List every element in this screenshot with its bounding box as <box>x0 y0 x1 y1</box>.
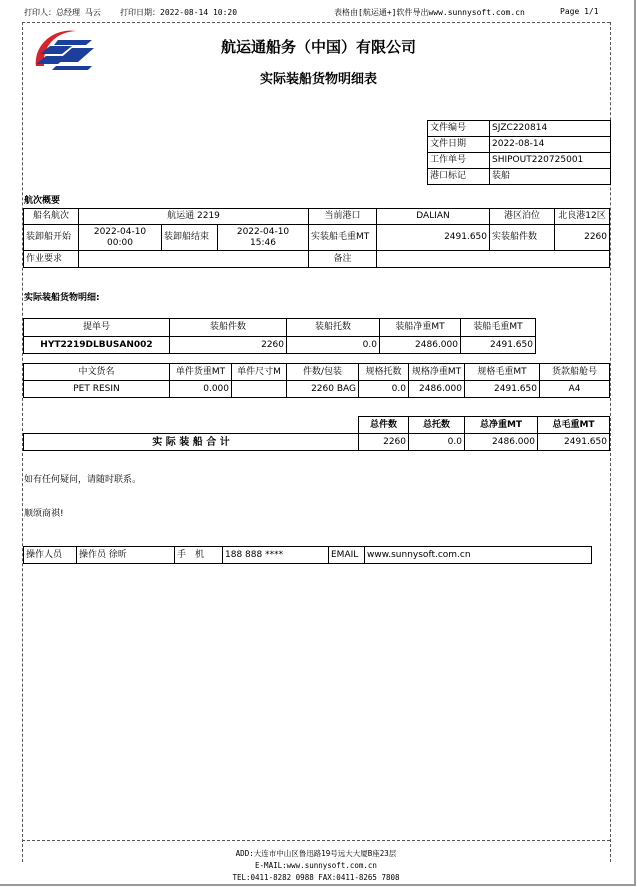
operator-label: 操作人员 <box>24 547 77 564</box>
cargo-pallets: 0.0 <box>359 381 409 398</box>
bl-number: HYT2219DLBUSAN002 <box>24 337 170 354</box>
end-date: 2022-04-10 <box>236 226 290 237</box>
footer-tel: TEL:0411-8282 0988 FAX:0411-8265 7808 <box>232 873 400 882</box>
bl-pallets: 0.0 <box>287 337 380 354</box>
cargo-header-name: 中文货名 <box>24 364 170 381</box>
cargo-unit-weight: 0.000 <box>170 381 232 398</box>
totals-table <box>23 416 610 451</box>
page-number: Page 1/1 <box>560 7 599 16</box>
start-date: 2022-04-10 <box>93 226 147 237</box>
cargo-table <box>23 363 610 398</box>
email-value: www.sunnysoft.com.cn <box>365 547 592 564</box>
cargo-header-unit-weight: 单件货重MT <box>170 364 232 381</box>
detail-section-title: 实际装船货物明细: <box>24 293 100 303</box>
pieces-label: 实装船件数 <box>490 225 555 251</box>
totals-header-pallets: 总托数 <box>409 417 465 434</box>
file-no-value: SJZC220814 <box>490 121 611 137</box>
note-regards: 顺颂商祺! <box>24 509 64 519</box>
bottom-dashed-line <box>22 840 610 841</box>
totals-pallets: 0.0 <box>409 434 465 451</box>
cargo-hold: A4 <box>540 381 610 398</box>
totals-header-gross: 总毛重MT <box>538 417 610 434</box>
end-time: 15:46 <box>250 237 276 248</box>
bl-header-pallets: 装船托数 <box>287 319 380 337</box>
totals-blank-cell <box>24 417 359 434</box>
current-port-value: DALIAN <box>377 209 490 225</box>
totals-label: 实 际 装 船 合 计 <box>24 434 359 451</box>
file-info-table <box>427 120 611 185</box>
bl-net: 2486.000 <box>380 337 461 354</box>
file-date-label: 文件日期 <box>428 137 490 153</box>
end-datetime <box>218 225 309 251</box>
phone-label: 手 机 <box>175 547 223 564</box>
cargo-header-unit-size: 单件尺寸M <box>232 364 287 381</box>
contact-table <box>23 546 592 564</box>
cargo-gross: 2491.650 <box>465 381 540 398</box>
totals-header-net: 总净重MT <box>465 417 538 434</box>
bl-header-gross: 装船毛重MT <box>461 319 536 337</box>
cargo-header-pallets: 规格托数 <box>359 364 409 381</box>
start-time: 00:00 <box>107 237 133 248</box>
file-date-value: 2022-08-14 <box>490 137 611 153</box>
start-datetime <box>79 225 162 251</box>
totals-header-pieces: 总件数 <box>359 417 409 434</box>
voyage-summary-table <box>23 208 610 268</box>
ship-voyage-label: 船名航次 <box>24 209 79 225</box>
requirement-label: 作业要求 <box>24 251 79 268</box>
email-label: EMAIL <box>329 547 365 564</box>
cargo-packing: 2260 BAG <box>287 381 359 398</box>
end-label: 装卸船结束 <box>162 225 218 251</box>
current-port-label: 当前港口 <box>309 209 377 225</box>
requirement-value <box>79 251 309 268</box>
cargo-header-gross: 规格毛重MT <box>465 364 540 381</box>
top-dashed-line <box>22 22 610 23</box>
cargo-header-packing: 件数/包装 <box>287 364 359 381</box>
cargo-name: PET RESIN <box>24 381 170 398</box>
footer-address: ADD:大连市中山区鲁迅路19号远大大厦B座23层 <box>235 849 397 858</box>
cargo-header-hold: 货款船舱号 <box>540 364 610 381</box>
voyage-section-title: 航次概要 <box>24 196 61 206</box>
gross-weight-value: 2491.650 <box>377 225 490 251</box>
ship-voyage-value: 航运通 2219 <box>79 209 309 225</box>
remark-label: 备注 <box>309 251 377 268</box>
bl-header-no: 提单号 <box>24 319 170 337</box>
bl-pieces: 2260 <box>170 337 287 354</box>
note-contact: 如有任何疑问，请随时联系。 <box>24 475 142 485</box>
cargo-header-net: 规格净重MT <box>409 364 465 381</box>
port-mark-value: 装船 <box>490 169 611 185</box>
gross-weight-label: 实装船毛重MT <box>309 225 377 251</box>
totals-pieces: 2260 <box>359 434 409 451</box>
bl-table <box>23 318 536 354</box>
company-name: 航运通船务（中国）有限公司 <box>220 38 416 56</box>
job-no-value: SHIPOUT220725001 <box>490 153 611 169</box>
berth-label: 港区泊位 <box>490 209 555 225</box>
job-no-label: 工作单号 <box>428 153 490 169</box>
totals-net: 2486.000 <box>465 434 538 451</box>
cargo-unit-size <box>232 381 287 398</box>
bl-gross: 2491.650 <box>461 337 536 354</box>
operator-value: 操作员 徐昕 <box>77 547 175 564</box>
printer-label: 打印人：总经理 马云 <box>24 8 101 17</box>
pieces-value: 2260 <box>555 225 610 251</box>
remark-value <box>377 251 610 268</box>
bl-header-pieces: 装船件数 <box>170 319 287 337</box>
berth-value: 北良港12区 <box>555 209 610 225</box>
bl-header-net: 装船净重MT <box>380 319 461 337</box>
start-label: 装卸船开始 <box>24 225 79 251</box>
totals-gross: 2491.650 <box>538 434 610 451</box>
generated-by: 表格由[航运通+]软件导出www.sunnysoft.com.cn <box>334 8 525 17</box>
file-no-label: 文件编号 <box>428 121 490 137</box>
port-mark-label: 港口标记 <box>428 169 490 185</box>
phone-value: 188 888 **** <box>223 547 329 564</box>
print-date: 打印日期：2022-08-14 10:20 <box>120 8 238 17</box>
cargo-net: 2486.000 <box>409 381 465 398</box>
footer-email: E-MAIL:www.sunnysoft.com.cn <box>255 861 377 870</box>
document-title: 实际装船货物明细表 <box>259 72 377 87</box>
